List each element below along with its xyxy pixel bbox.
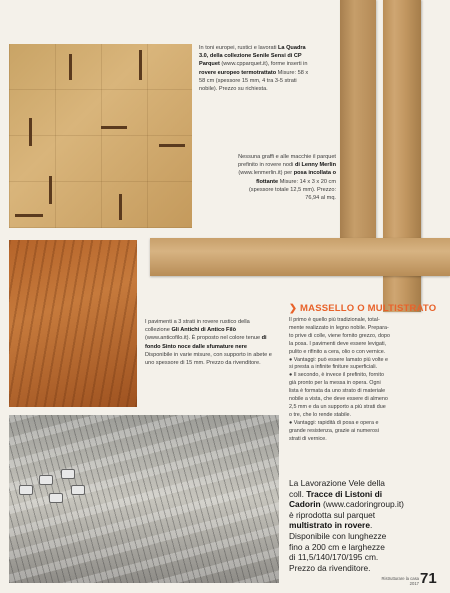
caption-antico-filo: I pavimenti a 3 strati in rovere rustico della collezione Gli Antichi di Antico Filò (www.anticofilo.it). È proposto nel colore tenue di fondo Sinto noce dalle sfumature nere Disponibile in varie misure, con supporto in abete e uno spessore di 15 mm. Prezzo da rivenditore. [145, 319, 272, 367]
section-body-line: si presta a infinite finiture superficiali. [289, 364, 378, 371]
caption-la-quadra: In toni europei, rustici e lavorati La Quadra 3.0, della collezione Senile Sensi di CP Parquet (www.cpparquet.it), forme inserti in rovere europeo termotrattato Misure: 58 x 58 cm (spessore 15 mm, 4 tra 3-5 strati nobile). Prezzo su richiesta. [199, 45, 309, 93]
section-body-line: lista è formata da uno strato di materiale [289, 388, 386, 395]
section-body-line: ● Vantaggi: rapidità di posa e opera e [289, 419, 379, 426]
magazine-footer: Ristrutturare la casa 2017 [381, 576, 419, 586]
section-body-line: Il primo è quello più tradizionale, total- [289, 317, 380, 323]
page-number: 71 [420, 570, 437, 587]
section-body-line: già pronto per la messa in opera. Ogni [289, 380, 381, 387]
parquet-square-photo [9, 44, 192, 228]
section-body-line: ● Vantaggi: può essere lamato più volte e [289, 356, 389, 363]
section-body-line: grande resistenza, grazie ai numerosi [289, 427, 379, 434]
section-body [289, 317, 441, 444]
patterned-floor-photo [9, 415, 279, 583]
wood-plank-vertical-back [340, 0, 376, 240]
chevron-right-icon: ❯ [289, 303, 298, 314]
section-body-line: mente realizzato in legno nobile. Prepara- [289, 324, 389, 331]
section-body-line: ● Il secondo, è invece il prefinito, fornito [289, 372, 384, 379]
wood-plank-horizontal [150, 238, 450, 276]
section-body-line: pulito e rifinito a cera, olio o con vernice. [289, 348, 386, 355]
section-body-line: strati di vernice. [289, 435, 327, 442]
section-body-line: o tre, che lo rende stabile. [289, 411, 352, 418]
caption-lenny-merlin: Nessuna graffi e alle macchie il parquet prefinito in rovere nodi di Lenny Merlin (www.lenmerlin.it) per posa incollata o flottante Misure: 14 x 3 x 20 cm (spessore totale 12,5 mm). Prezzo: 76,94 al mq. [238, 154, 336, 202]
section-body-line: to prive di colle, viene fornito grezzo, dopo [289, 332, 390, 339]
caption-cadorin: La Lavorazione Vele della coll. Tracce di Listoni di Cadorin (www.cadoringroup.it) è riprodotta sul parquet multistrato in rovere. Disponibile con lunghezze fino a 200 cm e larghezze di 11,5/140/170/195 cm. Prezzo da rivenditore. [289, 478, 404, 573]
section-title: ❯ MASSELLO O MULTISTRATO [289, 303, 437, 314]
section-body-line: 2,5 mm e da un supporto a più strati due [289, 403, 386, 410]
section-body-line: la posa. I pavimenti deve essere levigati, [289, 340, 387, 347]
dark-oak-photo [9, 240, 137, 407]
section-body-line: nobile a vista, che deve essere di almeno [289, 396, 388, 403]
